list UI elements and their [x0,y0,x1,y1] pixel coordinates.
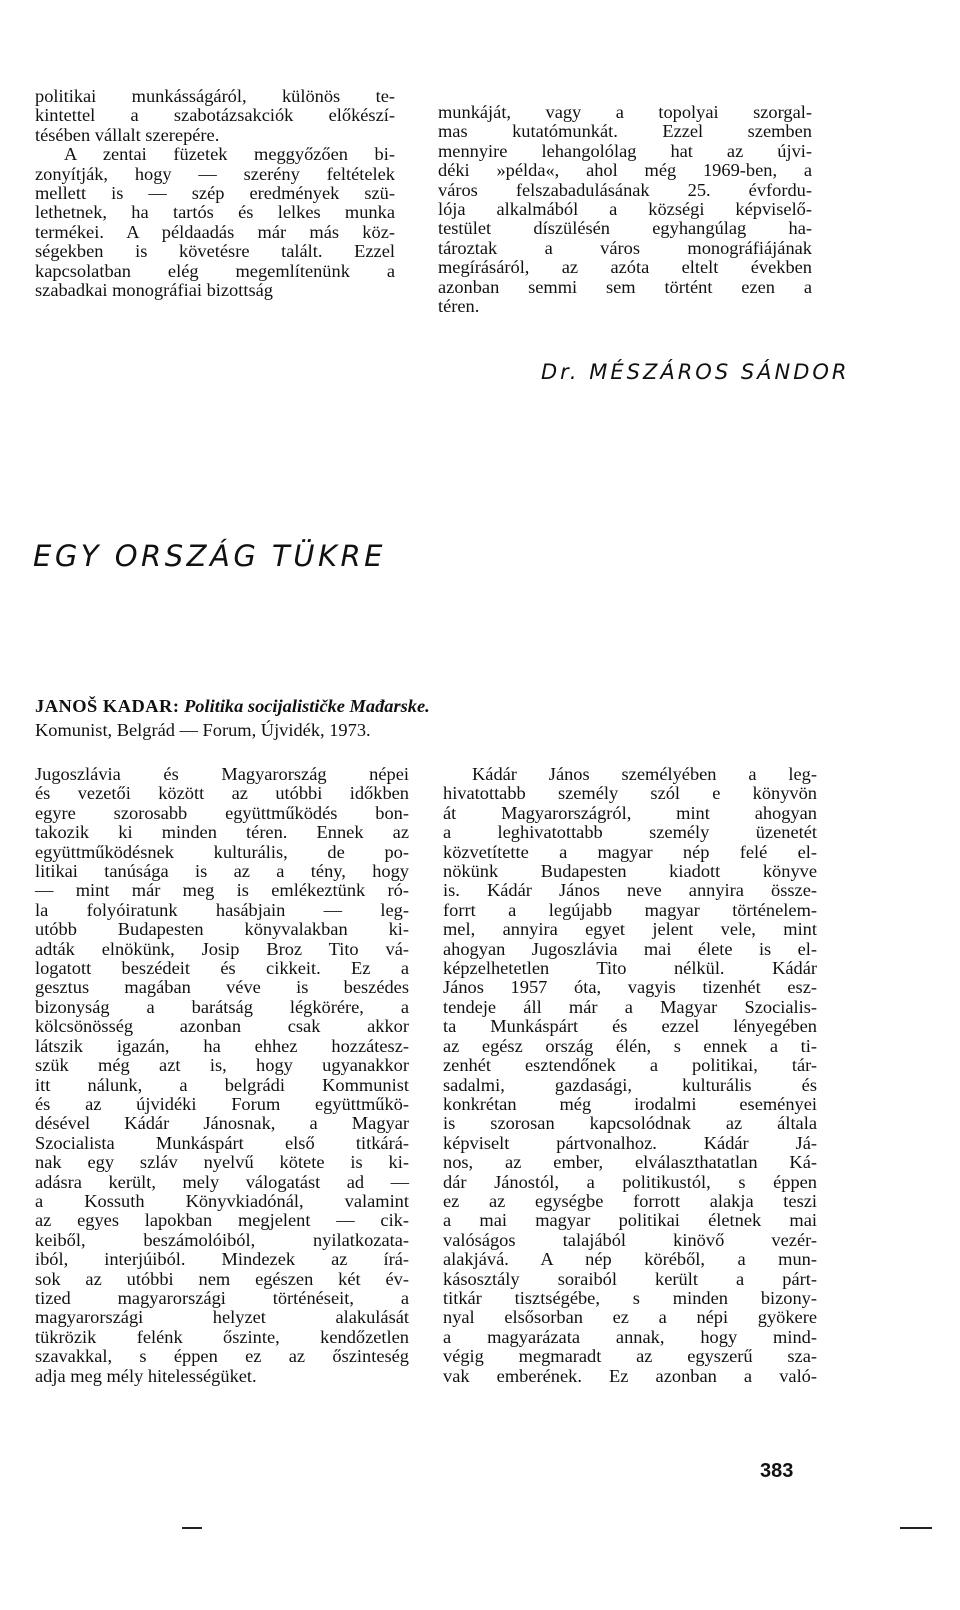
text-line: látszik igazán, ha ehhez hozzátesz- [35,1035,409,1056]
text-line: dár Jánostól, a politikustól, s éppen [443,1171,817,1192]
text-line: szavakkal, s éppen ez az őszinteség [35,1346,409,1367]
text-line: át Magyarországról, mint ahogyan [443,802,817,823]
text-line: mel, annyira egyet jelent vele, mint [443,919,817,940]
text-line: ta Munkáspárt és ezzel lényegében [443,1016,817,1037]
text-line: tized magyarországi történéseit, a [35,1287,409,1308]
text-line: a magyarázata annak, hogy mind- [443,1326,817,1347]
text-line: is szorosan kapcsolódnak az általa [443,1113,817,1134]
text-line: képzelhetetlen Tito nélkül. Kádár [443,958,817,979]
section-title: EGY ORSZÁG TÜKRE [33,539,386,573]
text-line: sok az utóbbi nem egészen két év- [35,1268,409,1289]
text-line: alakjává. A nép köréből, a mun- [443,1249,817,1270]
text-line: a Kossuth Könyvkiadónál, valamint [35,1190,409,1211]
text-line: és vezetői között az utóbbi időkben [35,783,409,804]
text-line: forrt a legújabb magyar történelem- [443,899,817,920]
text-line: és az újvidéki Forum együttműkö- [35,1093,409,1114]
text-line: déki »példa«, ahol még 1969-ben, a [438,160,812,181]
book-reference [35,694,430,742]
text-line: szük még azt is, hogy ugyanakkor [35,1055,409,1076]
book-title: Politika socijalističke Mađarske. [184,696,430,716]
text-line: hivatottabb személy szól e könyvön [443,783,817,804]
text-line: nyal elsősorban ez a népi gyökere [443,1307,817,1328]
text-line: vak emberének. Ez azonban a való- [443,1365,817,1386]
text-line: tésében vállalt szerepére. [35,124,220,145]
book-reference-first-line [35,694,430,718]
text-line: a mai magyar politikai életnek mai [443,1210,817,1231]
text-line: adja meg mély hitelességüket. [35,1365,257,1386]
text-line: Jugoszlávia és Magyarország népei [35,764,409,784]
text-line: végig megmaradt az egyszerű sza- [443,1346,817,1367]
book-author: JANOŠ KADAR: [35,696,180,716]
author-signature: Dr. MÉSZÁROS SÁNDOR [541,360,850,384]
text-line: kásosztály soraiból került a párt- [443,1268,817,1289]
text-line: mennyire lehangolólag hat az újvi- [438,140,812,161]
text-line: Szocialista Munkáspárt első titkárá- [35,1132,409,1153]
text-line: zenhét esztendőnek a politikai, tár- [443,1055,817,1076]
text-line: titkár tisztségébe, s minden bizony- [443,1287,817,1308]
text-line: tükrözik felénk őszinte, kendőzetlen [35,1326,409,1347]
text-line: bizonyság a barátság légkörére, a [35,996,409,1017]
text-line: litikai tanúsága is az a tény, hogy [35,861,409,882]
text-line: azonban semmi sem történt ezen a [438,276,812,297]
top-right-column [438,103,812,316]
text-line: — mint már meg is emlékeztünk ró- [35,880,409,901]
text-line: termékei. A példaadás már más köz- [35,221,395,242]
bottom-right-column [443,765,817,1386]
text-line: is. Kádár János neve annyira össze- [443,880,817,901]
text-line: konkrétan még irodalmi eseményei [443,1093,817,1114]
text-line: kapcsolatban elég megemlítenünk a [35,260,395,281]
text-line: ahogyan Jugoszlávia mai élete is el- [443,938,817,959]
text-line: képviselt pártvonalhoz. Kádár Já- [443,1132,817,1153]
text-line: mellett is — szép eredmények szü- [35,183,395,204]
text-line: logatott beszédeit és cikkeit. Ez a [35,958,409,979]
text-line: megírásáról, az azóta eltelt években [438,257,812,278]
page-number: 383 [760,1460,794,1482]
text-line: mas kutatómunkát. Ezzel szemben [438,121,812,142]
text-line: város felszabadulásának 25. évfordu- [438,179,812,200]
text-line: iból, interjúiból. Mindezek az írá- [35,1249,409,1270]
text-line: nos, az ember, elválaszthatatlan Ká- [443,1152,817,1173]
text-line: politikai munkásságáról, különös te- [35,86,395,106]
text-line: szabadkai monográfiai bizottság [35,280,273,301]
text-line: tároztak a város monográfiájának [438,237,812,258]
footer-dash-mark [182,1527,202,1529]
text-line: utóbb Budapesten könyvalakban ki- [35,919,409,940]
text-line: lója alkalmából a községi képviselő- [438,199,812,220]
text-line: János 1957 óta, vagyis tizenhét esz- [443,977,817,998]
text-line: ez az egységbe forrott alakja teszi [443,1190,817,1211]
text-line: ségekben is követésre talált. Ezzel [35,241,395,262]
text-line: adásra került, mely válogatást ad — [35,1171,409,1192]
text-line: az egyes lapokban megjelent — cik- [35,1210,409,1231]
text-line: la folyóiratunk hasábjain — leg- [35,899,409,920]
footer-rule-mark [900,1527,932,1529]
text-line: takozik ki minden téren. Ennek az [35,822,409,843]
text-line: közvetítette a magyar nép felé el- [443,841,817,862]
text-line: az egész ország élén, s ennek a ti- [443,1035,817,1056]
bottom-left-column [35,765,409,1386]
text-line: a leghivatottabb személy üzenetét [443,822,817,843]
text-line: désével Kádár Jánosnak, a Magyar [35,1113,409,1134]
text-line: kintettel a szabotázsakciók előkészí- [35,105,395,126]
top-left-column [35,87,395,300]
text-line: tendeje áll már a Magyar Szocialis- [443,996,817,1017]
text-line: Kádár János személyében a leg- [472,764,817,784]
text-line: nak egy szláv nyelvű kötete is ki- [35,1152,409,1173]
text-line: zonyítják, hogy — szerény feltételek [35,163,395,184]
text-line: lethetnek, ha tartós és lelkes munka [35,202,395,223]
text-line: munkáját, vagy a topolyai szorgal- [438,102,812,122]
text-line: kölcsönösség azonban csak akkor [35,1016,409,1037]
book-publisher-line: Komunist, Belgrád — Forum, Újvidék, 1973. [35,720,371,740]
text-line: keiből, beszámolóiból, nyilatkozata- [35,1229,409,1250]
text-line: testület díszülésén egyhangúlag ha- [438,218,812,239]
text-line: A zentai füzetek meggyőzően bi- [64,144,395,165]
text-line: sadalmi, gazdasági, kulturális és [443,1074,817,1095]
text-line: gesztus magában véve is beszédes [35,977,409,998]
text-line: téren. [438,296,480,317]
text-line: valóságos talajából kinövő vezér- [443,1229,817,1250]
text-line: együttműködésnek kulturális, de po- [35,841,409,862]
text-line: egyre szorosabb együttműködés bon- [35,802,409,823]
text-line: adták elnökünk, Josip Broz Tito vá- [35,938,409,959]
text-line: magyarországi helyzet alakulását [35,1307,409,1328]
text-line: nökünk Budapesten kiadott könyve [443,861,817,882]
text-line: itt nálunk, a belgrádi Kommunist [35,1074,409,1095]
